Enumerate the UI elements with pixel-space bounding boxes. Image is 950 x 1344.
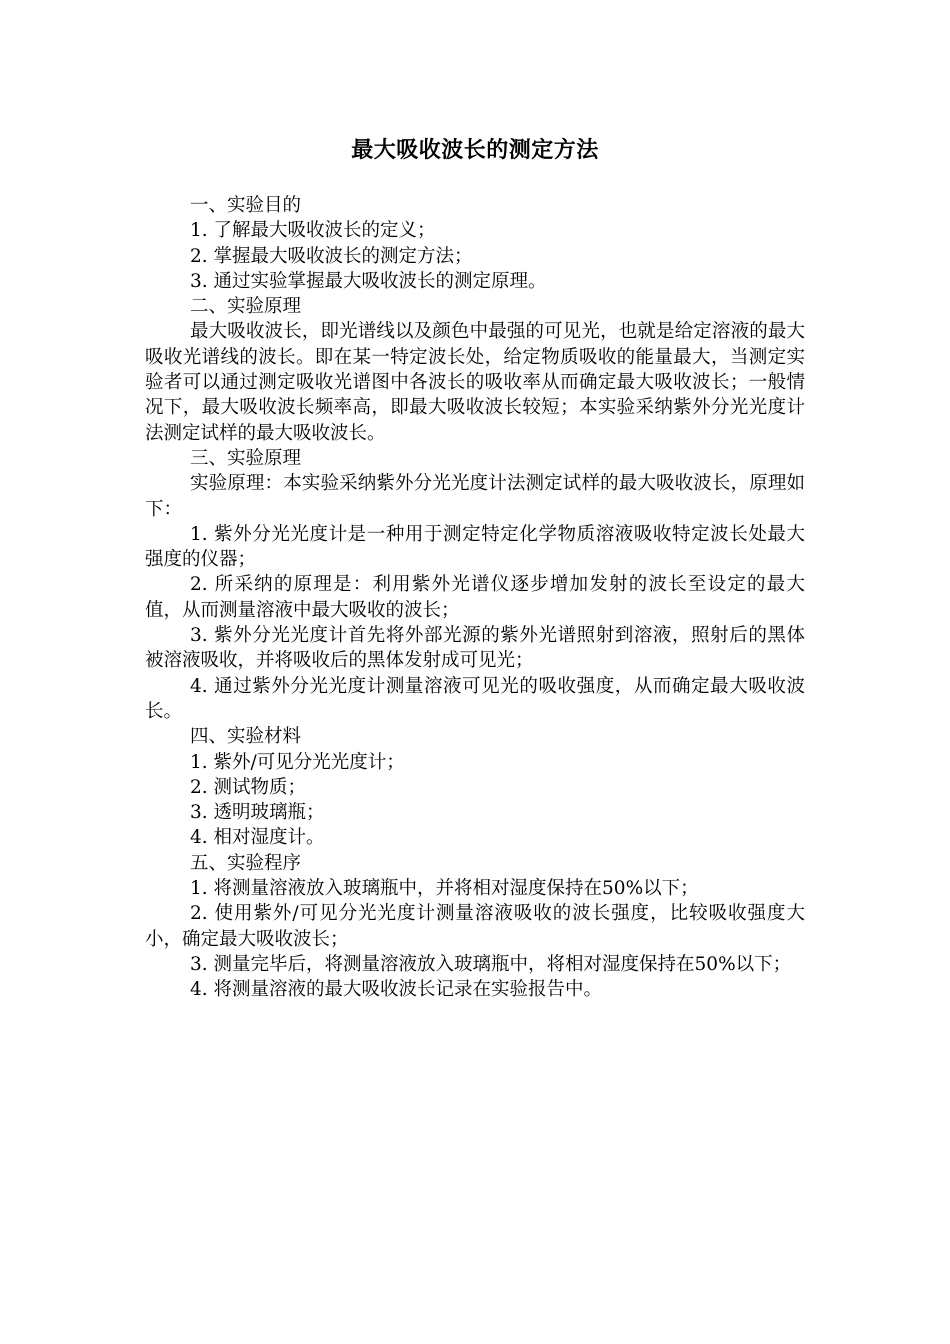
list-item: 2. 所采纳的原理是：利用紫外光谱仪逐步增加发射的波长至设定的最大值，从而测量溶液中最大吸收的波长； xyxy=(145,574,805,621)
list-item: 1. 了解最大吸收波长的定义； xyxy=(190,220,436,242)
list-item: 4. 通过紫外分光光度计测量溶液可见光的吸收强度，从而确定最大吸收波长。 xyxy=(145,675,805,722)
section-heading-procedure: 五、实验程序 xyxy=(190,852,302,874)
list-item: 3. 紫外分光光度计首先将外部光源的紫外光谱照射到溶液，照射后的黑体被溶液吸收，并将吸收后的黑体发射成可见光； xyxy=(145,625,805,672)
section-heading-principle-2: 三、实验原理 xyxy=(190,447,302,469)
list-item: 3. 测量完毕后，将测量溶液放入玻璃瓶中，将相对湿度保持在50%以下； xyxy=(190,953,792,975)
document-title: 最大吸收波长的测定方法 xyxy=(351,137,599,163)
list-item: 2. 测试物质； xyxy=(190,776,307,798)
list-item: 4. 相对湿度计。 xyxy=(190,827,325,849)
list-item: 3. 通过实验掌握最大吸收波长的测定原理。 xyxy=(190,270,547,292)
list-item: 4. 将测量溶液的最大吸收波长记录在实验报告中。 xyxy=(190,979,603,1001)
list-item: 2. 掌握最大吸收波长的测定方法； xyxy=(190,245,473,267)
list-item: 2. 使用紫外/可见分光光度计测量溶液吸收的波长强度，比较吸收强度大小，确定最大吸收波长； xyxy=(145,903,805,950)
section-heading-principle: 二、实验原理 xyxy=(190,296,302,318)
section-heading-materials: 四、实验材料 xyxy=(190,726,302,748)
body-paragraph: 实验原理：本实验采纳紫外分光光度计法测定试样的最大吸收波长，原理如下： xyxy=(145,473,805,520)
list-item: 3. 透明玻璃瓶； xyxy=(190,802,325,824)
list-item: 1. 紫外分光光度计是一种用于测定特定化学物质溶液吸收特定波长处最大强度的仪器； xyxy=(145,523,805,571)
section-heading-purpose: 一、实验目的 xyxy=(190,195,302,216)
document-body xyxy=(145,193,805,1003)
list-item: 1. 紫外/可见分光光度计； xyxy=(190,751,405,773)
body-paragraph: 最大吸收波长，即光谱线以及颜色中最强的可见光，也就是给定溶液的最大吸收光谱线的波长。即在某一特定波长处，给定物质吸收的能量最大，当测定实验者可以通过测定吸收光谱图中各波长的吸收率从而确定最大吸收波长；一般情况下，最大吸收波长频率高，即最大吸收波长较短；本实验采纳紫外分光光度计法测定试样的最大吸收波长。 xyxy=(145,321,805,444)
list-item: 1. 将测量溶液放入玻璃瓶中，并将相对湿度保持在50%以下； xyxy=(190,878,699,900)
